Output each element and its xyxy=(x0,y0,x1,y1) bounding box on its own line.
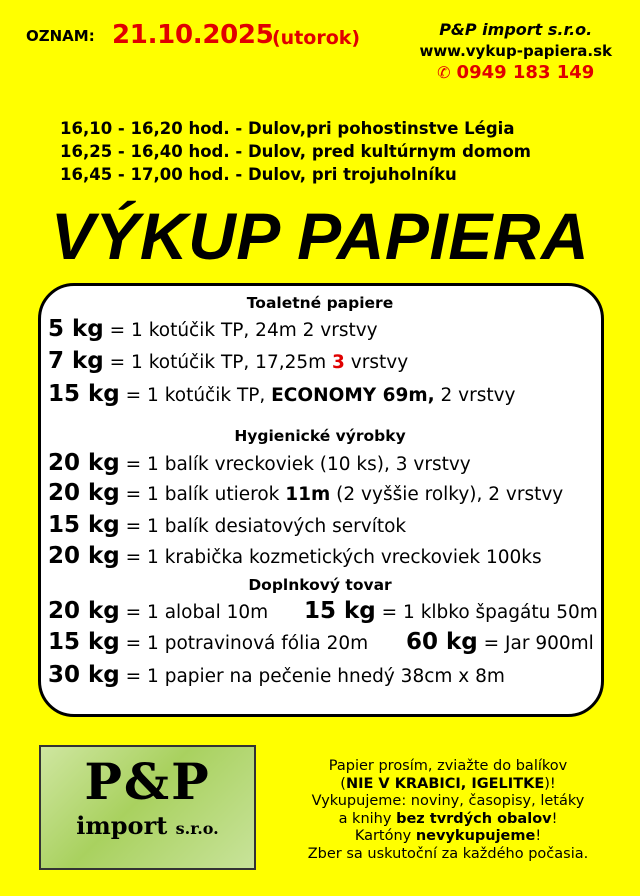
section-title-toilet: Toaletné papiere xyxy=(246,294,394,312)
logo-text: P&P xyxy=(84,752,211,811)
company-name: P&P import s.r.o. xyxy=(439,20,593,39)
list-item: 60 kg = Jar 900ml xyxy=(406,629,594,655)
list-item: 20 kg = 1 krabička kozmetických vreckoviek 100ks xyxy=(48,543,542,569)
announcement-date: 21.10.2025 xyxy=(112,20,274,50)
note-line: Kartóny nevykupujeme! xyxy=(354,828,542,844)
phone-number: 0949 183 149 xyxy=(456,62,595,83)
phone-icon: ✆ xyxy=(437,63,451,82)
oznam-label: OZNAM: xyxy=(26,27,95,45)
collection-note xyxy=(280,758,616,863)
note-line: Vykupujeme: noviny, časopisy, letáky xyxy=(311,793,585,809)
list-item: 5 kg = 1 kotúčik TP, 24m 2 vrstvy xyxy=(48,316,378,342)
list-item: 7 kg = 1 kotúčik TP, 17,25m 3 vrstvy xyxy=(48,348,409,374)
list-item: 15 kg = 1 potravinová fólia 20m xyxy=(48,629,369,655)
list-item: 15 kg = 1 kotúčik TP, ECONOMY 69m, 2 vrstvy xyxy=(48,381,516,407)
list-item: 15 kg = 1 balík desiatových servítok xyxy=(48,512,407,538)
list-item: 30 kg = 1 papier na pečenie hnedý 38cm x 8m xyxy=(48,662,505,688)
announcement-day: (utorok) xyxy=(272,27,361,49)
page-title: VÝKUP PAPIERA xyxy=(50,199,590,273)
list-item: 20 kg = 1 balík vreckoviek (10 ks), 3 vrstvy xyxy=(48,450,471,476)
section-title-hygiene: Hygienické výrobky xyxy=(234,427,406,445)
list-item: 20 kg = 1 alobal 10m xyxy=(48,598,269,624)
list-item: 20 kg = 1 balík utierok 11m (2 vyššie rolky), 2 vrstvy xyxy=(48,480,564,506)
company-website: www.vykup-papiera.sk xyxy=(419,42,612,60)
schedule-row: 16,25 - 16,40 hod. - Dulov, pred kultúrnym domom xyxy=(60,142,531,161)
logo-subtext: import s.r.o. xyxy=(76,811,219,840)
schedule xyxy=(60,117,531,186)
note-line: (NIE V KRABICI, IGELITKE)! xyxy=(340,775,556,792)
schedule-row: 16,45 - 17,00 hod. - Dulov, pri trojuholníku xyxy=(60,165,457,184)
company-phone xyxy=(419,62,612,83)
note-line: Zber sa uskutoční za každého počasia. xyxy=(307,845,589,862)
company-info xyxy=(419,20,612,83)
section-title-extra: Doplnkový tovar xyxy=(248,576,392,594)
note-line: a knihy bez tvrdých obalov! xyxy=(338,810,558,827)
schedule-row: 16,10 - 16,20 hod. - Dulov,pri pohostinstve Légia xyxy=(60,119,515,138)
note-line: Papier prosím, zviažte do balíkov xyxy=(328,758,568,774)
company-logo xyxy=(39,745,256,870)
list-item: 15 kg = 1 klbko špagátu 50m xyxy=(304,598,598,624)
